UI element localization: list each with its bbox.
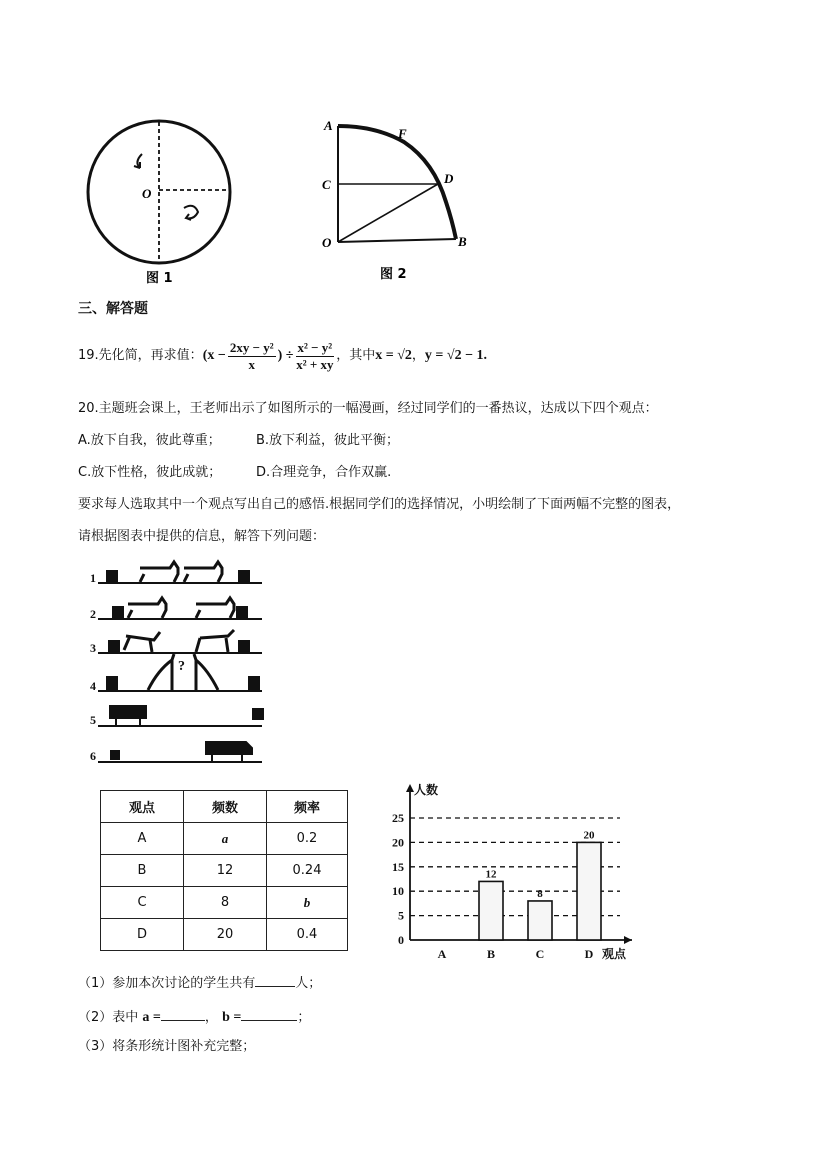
bar-data-label: 12 bbox=[485, 868, 497, 881]
fig1-arrow-icon-lower bbox=[184, 206, 198, 220]
comic-donkey-icon bbox=[184, 562, 222, 582]
comic-panel-number-1: 1 bbox=[90, 571, 96, 585]
table-header: 观点 bbox=[101, 791, 184, 823]
y-tick-label: 25 bbox=[392, 811, 404, 825]
fig2-label-O: O bbox=[322, 235, 332, 250]
table-cell: A bbox=[101, 823, 184, 855]
table-cell: b bbox=[267, 887, 348, 919]
table-cell: a bbox=[184, 823, 267, 855]
fig1-center-label: O bbox=[142, 186, 152, 201]
fig2-label-B: B bbox=[458, 234, 467, 249]
q19-fraction-2 bbox=[296, 340, 335, 373]
table-row bbox=[101, 823, 348, 855]
q19-frac1-numerator: 2xy − y² bbox=[229, 339, 274, 355]
sub2-a-label: a = bbox=[142, 1010, 161, 1025]
table-cell: 0.24 bbox=[267, 855, 348, 887]
comic-haystack-icon bbox=[106, 570, 118, 582]
q19-expr-open: (x − bbox=[202, 348, 226, 363]
q19-prefix: 19.先化简，再求值： bbox=[78, 348, 203, 363]
fig2-segment-OD bbox=[338, 184, 438, 242]
q19-y-value: y = √2 − 1. bbox=[424, 348, 488, 363]
table-row bbox=[101, 887, 348, 919]
q20-sub-1 bbox=[78, 972, 321, 993]
y-tick-label: 15 bbox=[392, 859, 404, 874]
y-tick-label: 0 bbox=[398, 933, 404, 947]
sub1-answer-blank[interactable] bbox=[255, 972, 295, 987]
q19-frac2-numerator: x² − y² bbox=[297, 339, 333, 355]
q19-expr-close: ) ÷ bbox=[277, 348, 294, 363]
bar-B bbox=[479, 881, 503, 940]
sub1-text-after: 人； bbox=[295, 976, 322, 991]
comic-panel-number-6: 6 bbox=[90, 749, 96, 763]
q20-option-c: C.放下性格，彼此成就； bbox=[78, 465, 222, 480]
sub2-text-after: ； bbox=[297, 1010, 311, 1025]
bar-data-label: 20 bbox=[583, 829, 595, 842]
y-axis-arrow-icon bbox=[406, 784, 414, 792]
donkey-comic bbox=[88, 556, 270, 768]
fig2-label-A: A bbox=[324, 118, 333, 133]
question-19 bbox=[78, 332, 487, 380]
x-tick-label: C bbox=[535, 947, 545, 961]
table-cell: 12 bbox=[184, 855, 267, 887]
bar-data-label: 8 bbox=[537, 887, 543, 900]
q19-fraction-1 bbox=[228, 340, 276, 373]
q20-paragraph-2: 请根据图表中提供的信息，解答下列问题： bbox=[78, 529, 326, 544]
frequency-table bbox=[100, 790, 348, 951]
q19-frac1-denominator: x bbox=[248, 356, 255, 372]
fig2-arc-AB bbox=[338, 126, 456, 239]
comic-panel-number-2: 2 bbox=[90, 607, 96, 621]
comic-panel-number-4: 4 bbox=[90, 679, 96, 693]
fig1-caption: 图 1 bbox=[146, 271, 173, 286]
comic-donkey-icon bbox=[140, 562, 178, 582]
sub2-b-answer-blank[interactable] bbox=[241, 1006, 297, 1021]
x-tick-label: A bbox=[437, 947, 447, 961]
y-tick-label: 20 bbox=[392, 835, 404, 850]
fig1-arrow-icon-upper bbox=[134, 154, 142, 168]
sub2-text: （2）表中 bbox=[78, 1010, 139, 1025]
sub2-separator: ， bbox=[204, 1010, 218, 1025]
q19-frac2-denominator: x² + xy bbox=[296, 356, 334, 372]
x-axis-arrow-icon bbox=[624, 936, 632, 944]
fig2-label-C: C bbox=[322, 177, 331, 192]
x-tick-label: D bbox=[584, 947, 594, 961]
table-cell: C bbox=[101, 887, 184, 919]
y-tick-label: 5 bbox=[398, 908, 404, 923]
table-header-row bbox=[101, 791, 348, 823]
q20-intro: 20.主题班会课上，王老师出示了如图所示的一幅漫画，经过同学们的一番热议，达成以下四个观点： bbox=[78, 401, 658, 416]
table-header: 频率 bbox=[267, 791, 348, 823]
y-axis-label: 人数 bbox=[414, 783, 439, 797]
comic-panel-number-3: 3 bbox=[90, 641, 96, 655]
table-row bbox=[101, 919, 348, 951]
section-title: 三、解答题 bbox=[78, 301, 148, 317]
table-cell: B bbox=[101, 855, 184, 887]
fig2-caption: 图 2 bbox=[380, 267, 407, 282]
figure-1 bbox=[84, 118, 234, 288]
table-cell: D bbox=[101, 919, 184, 951]
x-tick-label: B bbox=[486, 947, 496, 961]
q20-sub-3: （3）将条形统计图补充完整； bbox=[78, 1039, 256, 1054]
y-tick-label: 10 bbox=[392, 884, 404, 899]
fig2-label-D: D bbox=[444, 171, 454, 186]
comic-panel-number-5: 5 bbox=[90, 713, 96, 727]
figure-2 bbox=[316, 112, 476, 284]
table-cell: 0.4 bbox=[267, 919, 348, 951]
q20-option-d: D.合理竞争，合作双赢. bbox=[256, 465, 392, 480]
bar-chart bbox=[380, 778, 650, 962]
q20-paragraph-1: 要求每人选取其中一个观点写出自己的感悟.根据同学们的选择情况，小明绘制了下面两幅不完整的图表， bbox=[78, 497, 681, 512]
sub2-a-answer-blank[interactable] bbox=[161, 1006, 205, 1021]
fig2-label-F: F bbox=[398, 126, 407, 141]
table-cell: 0.2 bbox=[267, 823, 348, 855]
fig2-segment-OB bbox=[338, 239, 456, 242]
x-axis-label: 观点 bbox=[602, 947, 627, 961]
table-header: 频数 bbox=[184, 791, 267, 823]
comic-haystack-icon bbox=[238, 570, 250, 582]
table-cell: 8 bbox=[184, 887, 267, 919]
sub1-text: （1）参加本次讨论的学生共有 bbox=[78, 976, 256, 991]
q20-sub-2 bbox=[78, 1006, 310, 1027]
q19-separator: ， bbox=[411, 348, 425, 363]
q20-option-b: B.放下利益，彼此平衡； bbox=[256, 433, 400, 448]
q19-x-value: x = √2 bbox=[375, 348, 412, 363]
bar-C bbox=[528, 901, 552, 940]
table-cell: 20 bbox=[184, 919, 267, 951]
table-row bbox=[101, 855, 348, 887]
q19-condition-text: ，其中 bbox=[336, 348, 376, 363]
q20-option-a: A.放下自我，彼此尊重； bbox=[78, 433, 221, 448]
bar-D bbox=[577, 842, 601, 940]
sub2-b-label: b = bbox=[222, 1010, 242, 1025]
comic-question-mark: ? bbox=[178, 659, 185, 674]
